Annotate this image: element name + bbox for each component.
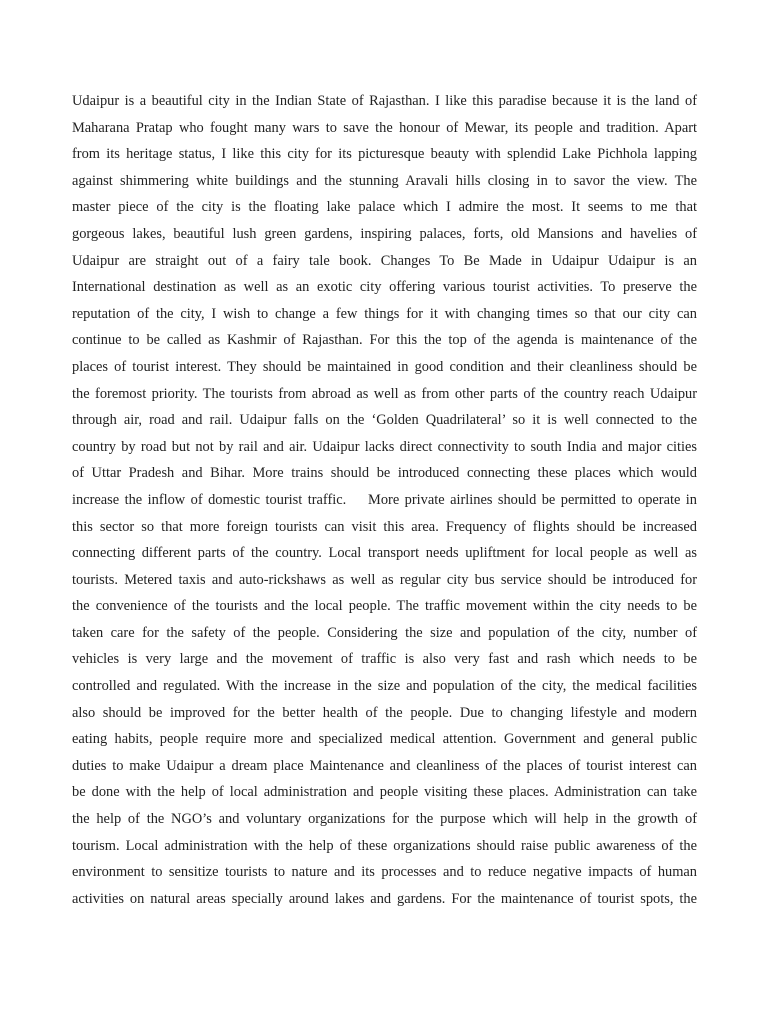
text-line: controlled and regulated. With the increase in the size and population of the city, the medical facilities	[72, 678, 697, 695]
text-line: environment to sensitize tourists to nature and its processes and to reduce negative impacts of human	[72, 864, 697, 881]
text-line: the foremost priority. The tourists from abroad as well as from other parts of the country reach Udaipur	[72, 385, 697, 402]
text-line: of Uttar Pradesh and Bihar. More trains should be introduced connecting these places which would	[72, 465, 697, 482]
text-line: Udaipur are straight out of a fairy tale book. Changes To Be Made in Udaipur Udaipur is an	[72, 252, 697, 269]
text-line: International destination as well as an exotic city offering various tourist activities. To preserve the	[72, 279, 697, 296]
text-line: continue to be called as Kashmir of Rajasthan. For this the top of the agenda is maintenance of the	[72, 332, 697, 349]
text-line: be done with the help of local administration and people visiting these places. Administration can take	[72, 784, 697, 801]
text-line: tourism. Local administration with the help of these organizations should raise public awareness of the	[72, 837, 697, 854]
text-line: this sector so that more foreign tourists can visit this area. Frequency of flights should be increased	[72, 518, 697, 535]
text-line: country by road but not by rail and air. Udaipur lacks direct connectivity to south India and major cities	[72, 438, 697, 455]
text-line: duties to make Udaipur a dream place Maintenance and cleanliness of the places of tourist interest can	[72, 757, 697, 774]
text-line: vehicles is very large and the movement of traffic is also very fast and rash which needs to be	[72, 651, 697, 668]
text-line: reputation of the city, I wish to change a few things for it with changing times so that our city can	[72, 305, 697, 322]
text-line: the help of the NGO’s and voluntary organizations for the purpose which will help in the growth of	[72, 811, 697, 828]
text-line: activities on natural areas specially around lakes and gardens. For the maintenance of tourist spots, the	[72, 890, 697, 907]
text-line: the convenience of the tourists and the local people. The traffic movement within the city needs to be	[72, 598, 697, 615]
text-line: Udaipur is a beautiful city in the Indian State of Rajasthan. I like this paradise because it is the land of	[72, 93, 697, 109]
essay-body	[72, 88, 697, 912]
text-line: through air, road and rail. Udaipur falls on the ‘Golden Quadrilateral’ so it is well connected to the	[72, 412, 697, 429]
text-line: Maharana Pratap who fought many wars to save the honour of Mewar, its people and tradition. Apart	[72, 119, 697, 136]
text-line: taken care for the safety of the people. Considering the size and population of the city, number of	[72, 624, 697, 641]
text-line: eating habits, people require more and specialized medical attention. Government and general public	[72, 731, 697, 748]
text-line: tourists. Metered taxis and auto-rickshaws as well as regular city bus service should be introduced for	[72, 571, 697, 588]
text-line: places of tourist interest. They should be maintained in good condition and their cleanliness should be	[72, 358, 697, 375]
text-line: increase the inflow of domestic tourist traffic. More private airlines should be permitted to operate in	[72, 491, 697, 508]
text-line: master piece of the city is the floating lake palace which I admire the most. It seems to me that	[72, 199, 697, 216]
text-line: from its heritage status, I like this city for its picturesque beauty with splendid Lake Pichhola lapping	[72, 146, 697, 163]
text-line: also should be improved for the better health of the people. Due to changing lifestyle and modern	[72, 704, 697, 721]
text-line: against shimmering white buildings and the stunning Aravali hills closing in to savor the view. The	[72, 172, 697, 189]
text-line: gorgeous lakes, beautiful lush green gardens, inspiring palaces, forts, old Mansions and havelies of	[72, 225, 697, 242]
text-line: connecting different parts of the country. Local transport needs upliftment for local people as well as	[72, 545, 697, 562]
